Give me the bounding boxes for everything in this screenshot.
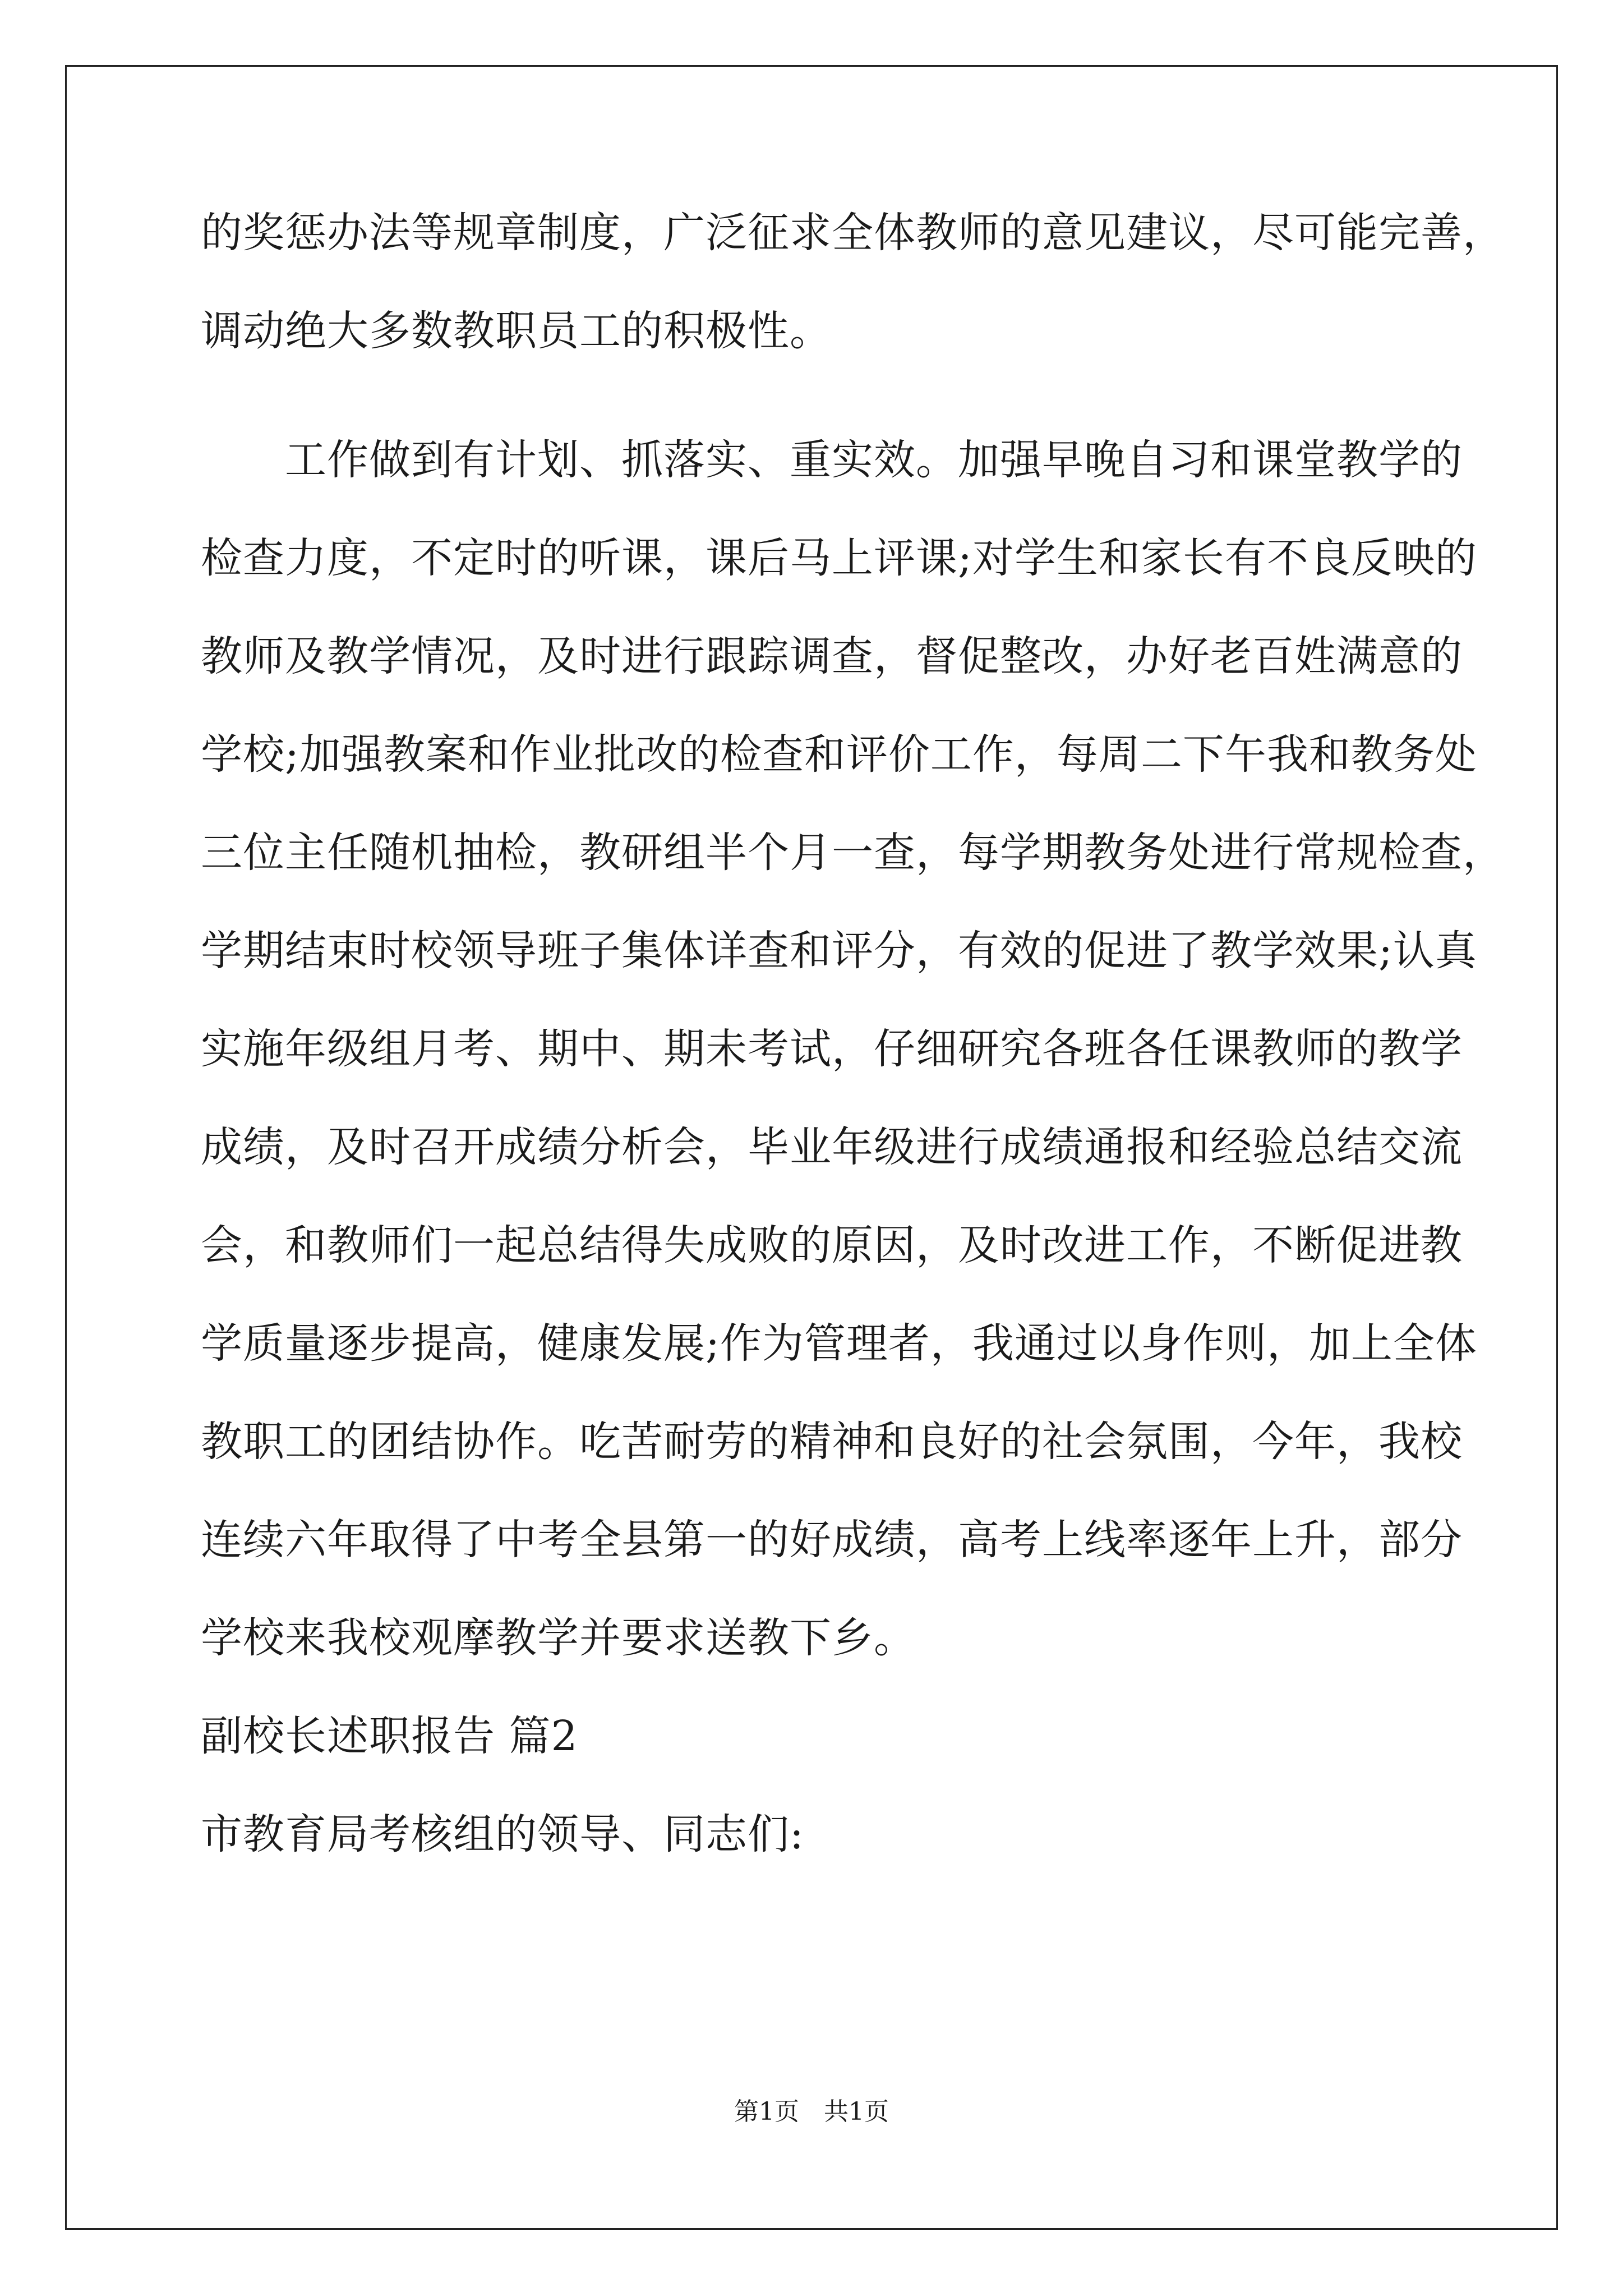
page-number: 第1页 共1页 xyxy=(734,2097,889,2126)
text-line: 成绩，及时召开成绩分析会，毕业年级进行成绩通报和经验总结交流 xyxy=(201,1123,1463,1171)
text-line: 学期结束时校领导班子集体详查和评分，有效的促进了教学效果;认真 xyxy=(201,927,1477,975)
text-line: 教职工的团结协作。吃苦耐劳的精神和良好的社会氛围，今年，我校 xyxy=(201,1418,1463,1466)
text-line: 连续六年取得了中考全县第一的好成绩，高考上线率逐年上升，部分 xyxy=(201,1516,1463,1564)
text-line: 工作做到有计划、抓落实、重实效。加强早晚自习和课堂教学的 xyxy=(201,436,1463,484)
text-line: 学校来我校观摩教学并要求送教下乡。 xyxy=(201,1614,916,1662)
section-heading: 副校长述职报告 篇2 xyxy=(201,1712,578,1760)
text-line: 调动绝大多数教职员工的积极性。 xyxy=(201,307,832,355)
text-line: 会，和教师们一起总结得失成败的原因，及时改进工作，不断促进教 xyxy=(201,1221,1463,1269)
salutation-line: 市教育局考核组的领导、同志们: xyxy=(201,1810,804,1858)
text-line: 的奖惩办法等规章制度，广泛征求全体教师的意见建议，尽可能完善， xyxy=(201,209,1505,257)
text-line: 学校;加强教案和作业批改的检查和评价工作，每周二下午我和教务处 xyxy=(201,730,1477,779)
text-line: 教师及教学情况，及时进行跟踪调查，督促整改，办好老百姓满意的 xyxy=(201,632,1463,680)
text-line: 检查力度，不定时的听课，课后马上评课;对学生和家长有不良反映的 xyxy=(201,534,1477,582)
text-line: 学质量逐步提高，健康发展;作为管理者，我通过以身作则，加上全体 xyxy=(201,1319,1477,1368)
text-line: 三位主任随机抽检，教研组半个月一查，每学期教务处进行常规检查， xyxy=(201,829,1505,877)
text-line: 实施年级组月考、期中、期未考试，仔细研究各班各任课教师的教学 xyxy=(201,1025,1463,1073)
